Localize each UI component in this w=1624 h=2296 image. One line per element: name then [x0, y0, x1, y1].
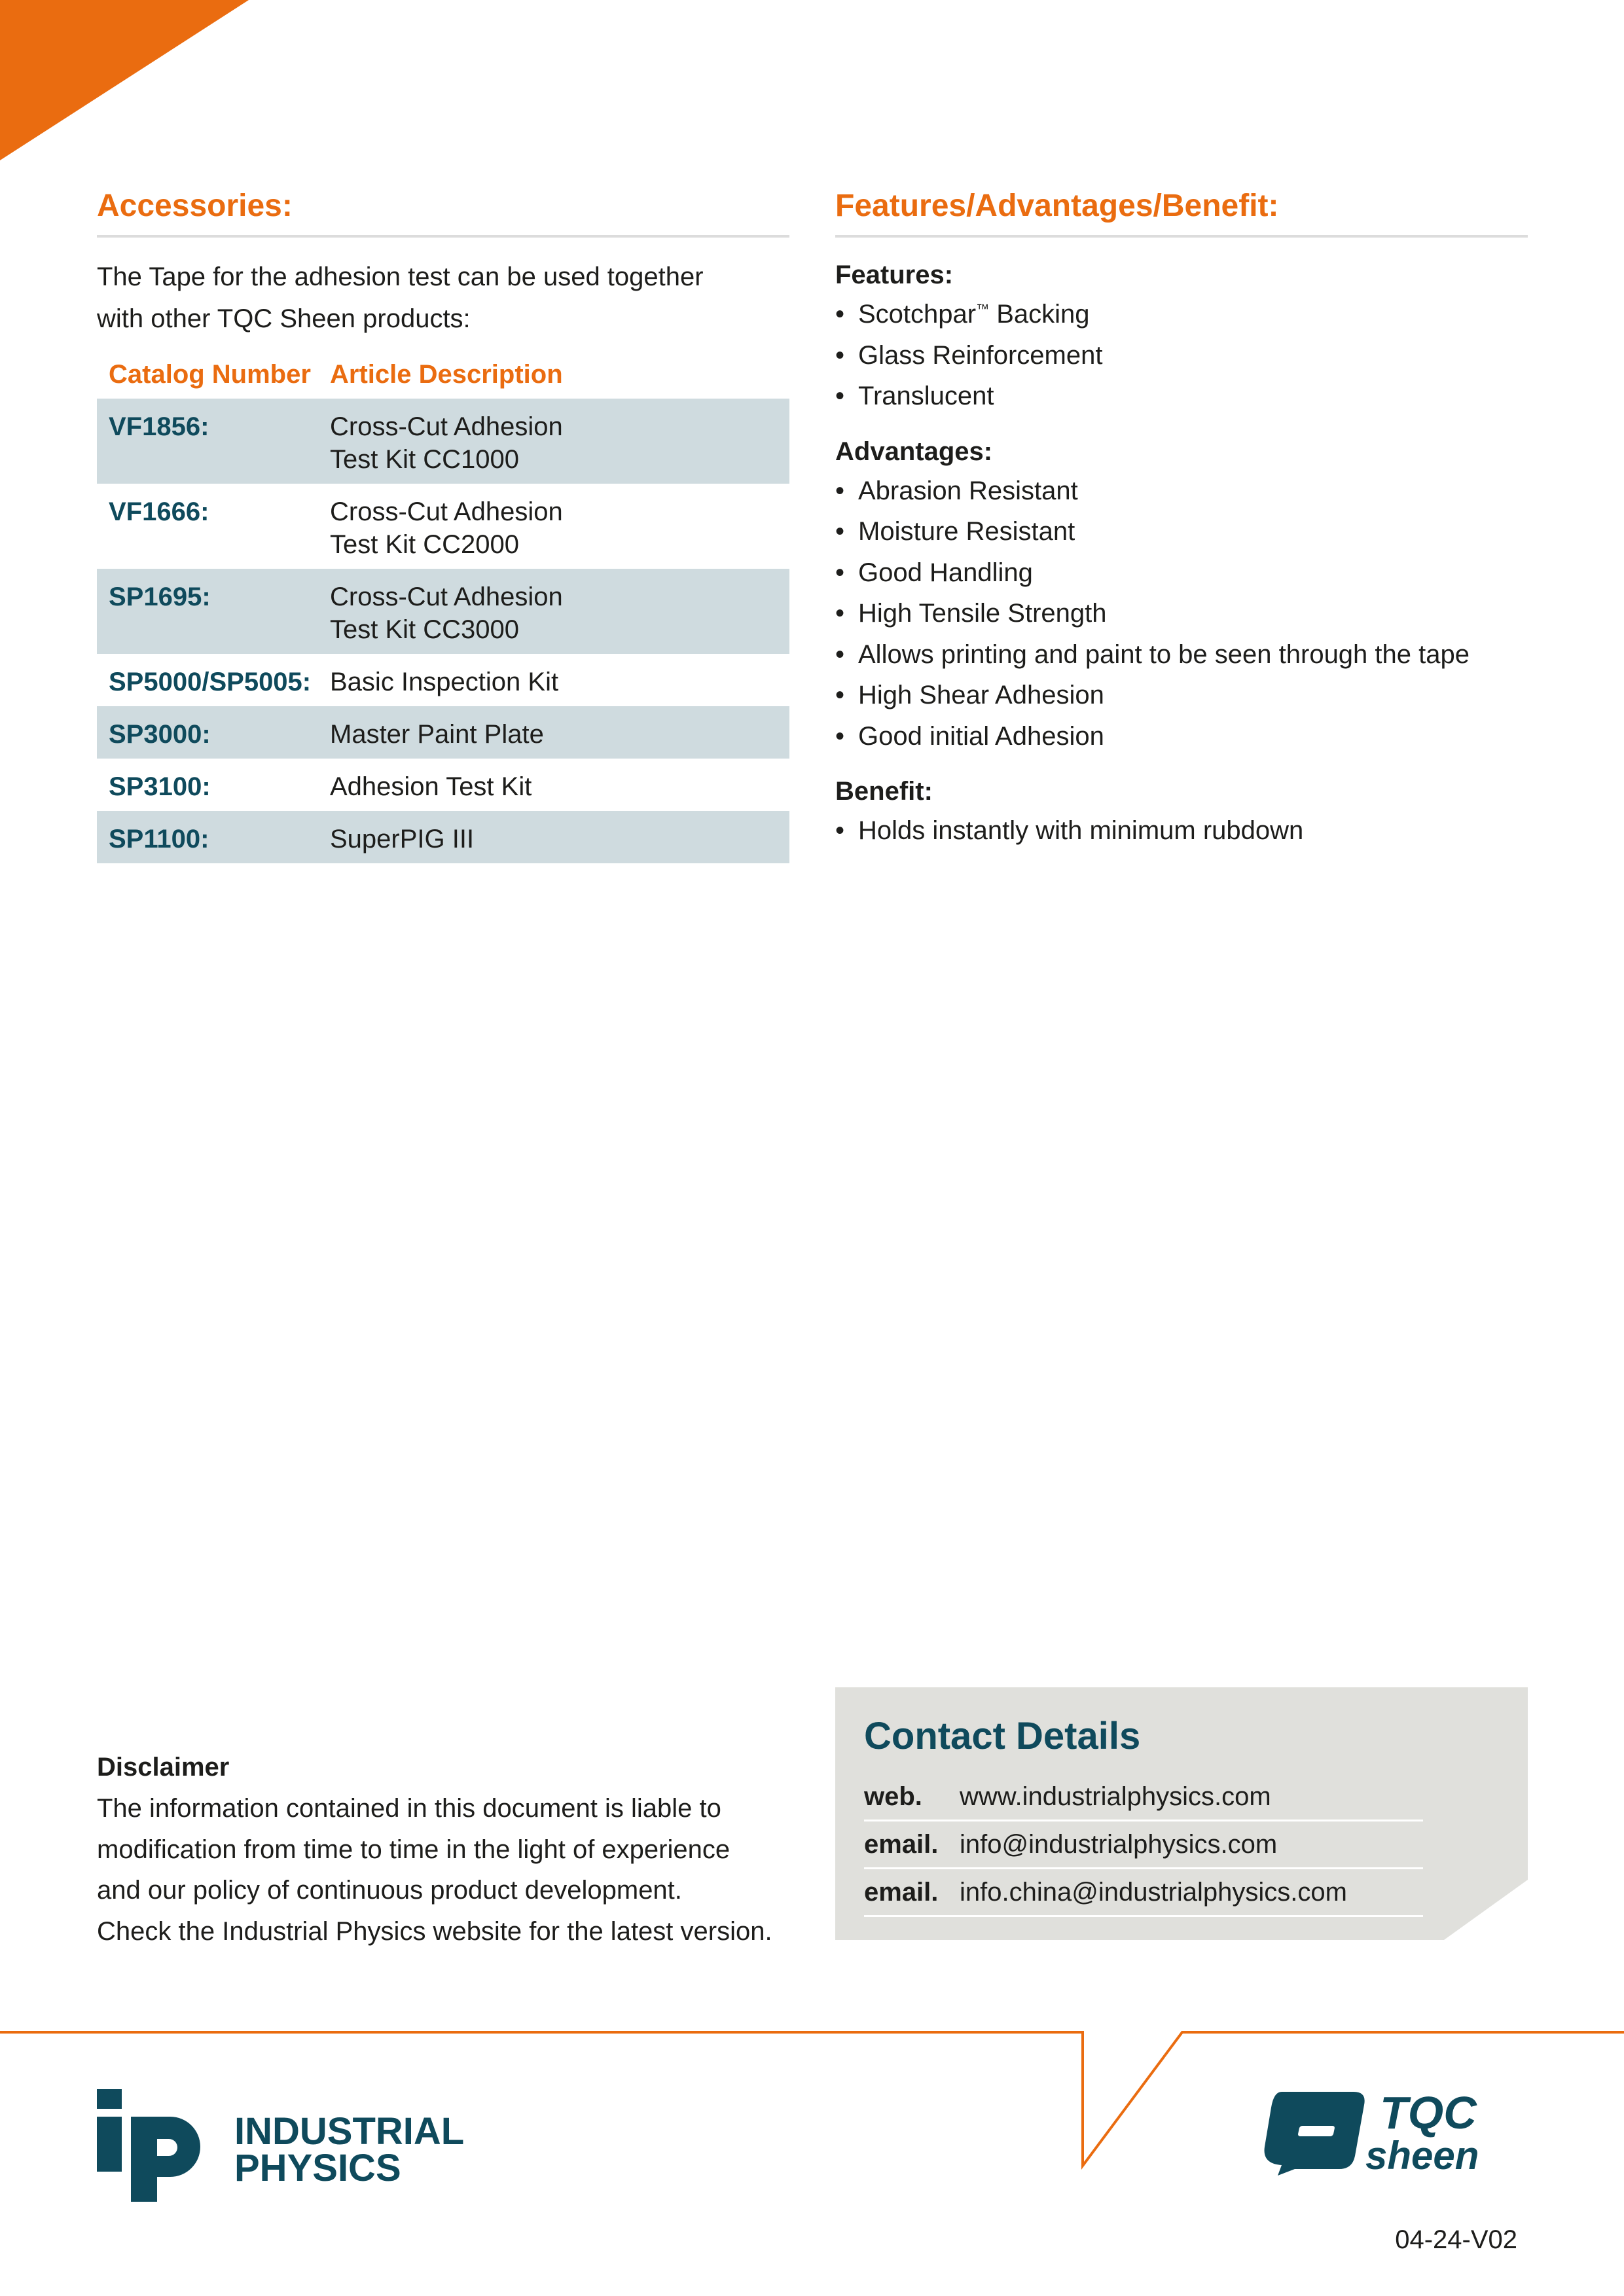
table-row	[97, 399, 789, 484]
email-china-link[interactable]: info.china@industrialphysics.com	[960, 1877, 1347, 1907]
list-item: • Translucent	[835, 376, 1528, 417]
svg-text:TQC: TQC	[1380, 2088, 1477, 2138]
catalog-number: SP3000:	[97, 706, 330, 759]
accessories-intro: The Tape for the adhesion test can be used together with other TQC Sheen products:	[97, 262, 704, 333]
list-item: • Good Handling	[835, 552, 1528, 594]
email-link[interactable]: info@industrialphysics.com	[960, 1829, 1278, 1859]
catalog-number: SP3100:	[109, 772, 211, 801]
contact-label: web.	[864, 1782, 922, 1811]
article-description: Basic Inspection Kit	[330, 668, 559, 696]
benefit-list	[835, 810, 1528, 852]
accessories-table	[97, 351, 789, 863]
disclaimer-body: The information contained in this document is liable to modification from time to time in the light of experience and our policy of continuous product development. Check the Industrial Physics website for the latest version.	[97, 1794, 772, 1946]
list-item: • High Shear Adhesion	[835, 675, 1528, 716]
list-item: • Allows printing and paint to be seen through the tape	[835, 634, 1528, 675]
article-description: Cross-Cut Adhesion Test Kit CC3000	[330, 569, 789, 654]
features-heading: Features:	[835, 260, 954, 289]
contact-row-web	[864, 1774, 1423, 1821]
contact-title: Contact Details	[864, 1715, 1141, 1757]
contact-label: email.	[864, 1829, 939, 1859]
table-row	[97, 811, 789, 863]
contact-row-email-china	[864, 1869, 1423, 1917]
orange-corner-decoration	[0, 0, 249, 160]
catalog-number: VF1856:	[97, 399, 330, 484]
disclaimer	[97, 1746, 804, 1952]
article-description: Cross-Cut Adhesion Test Kit CC2000	[330, 497, 563, 559]
article-description: Adhesion Test Kit	[330, 772, 532, 801]
table-header-row	[97, 351, 789, 399]
document-version: 04-24-V02	[1395, 2225, 1517, 2254]
list-item: • Scotchpar™ Backing	[835, 294, 1528, 335]
industrial-physics-logo	[97, 2089, 483, 2202]
catalog-number: SP1695:	[97, 569, 330, 654]
features-title: Features/Advantages/Benefit:	[835, 187, 1528, 238]
catalog-number: VF1666:	[109, 497, 209, 526]
features-list	[835, 294, 1528, 417]
table-row	[97, 654, 789, 706]
table-row	[97, 569, 789, 654]
benefit-heading: Benefit:	[835, 777, 933, 806]
contact-row-email	[864, 1821, 1423, 1869]
accessories-section	[97, 187, 789, 863]
svg-text:PHYSICS: PHYSICS	[234, 2147, 401, 2189]
list-item: • Glass Reinforcement	[835, 335, 1528, 376]
catalog-number: SP5000/SP5005:	[109, 668, 312, 696]
svg-text:sheen: sheen	[1365, 2134, 1479, 2178]
features-section	[835, 187, 1528, 852]
article-description: SuperPIG III	[330, 811, 789, 863]
accessories-title: Accessories:	[97, 187, 789, 238]
list-item: • Holds instantly with minimum rubdown	[835, 810, 1528, 852]
article-description: Cross-Cut Adhesion Test Kit CC1000	[330, 399, 789, 484]
table-row	[97, 484, 789, 569]
list-item: • Abrasion Resistant	[835, 471, 1528, 512]
svg-text:INDUSTRIAL: INDUSTRIAL	[234, 2110, 465, 2153]
website-link[interactable]: www.industrialphysics.com	[960, 1782, 1271, 1811]
advantages-list	[835, 471, 1528, 757]
list-item: • High Tensile Strength	[835, 593, 1528, 634]
catalog-number: SP1100:	[97, 811, 330, 863]
article-description-header: Article Description	[330, 360, 563, 389]
table-row	[97, 759, 789, 811]
disclaimer-title: Disclaimer	[97, 1753, 230, 1782]
list-item: • Moisture Resistant	[835, 511, 1528, 552]
advantages-heading: Advantages:	[835, 437, 993, 466]
table-row	[97, 706, 789, 759]
catalog-number-header: Catalog Number	[109, 360, 311, 389]
contact-details-box	[835, 1687, 1528, 1940]
tqc-sheen-logo	[1255, 2088, 1530, 2179]
article-description: Master Paint Plate	[330, 706, 789, 759]
contact-label: email.	[864, 1877, 939, 1907]
list-item: • Good initial Adhesion	[835, 716, 1528, 757]
